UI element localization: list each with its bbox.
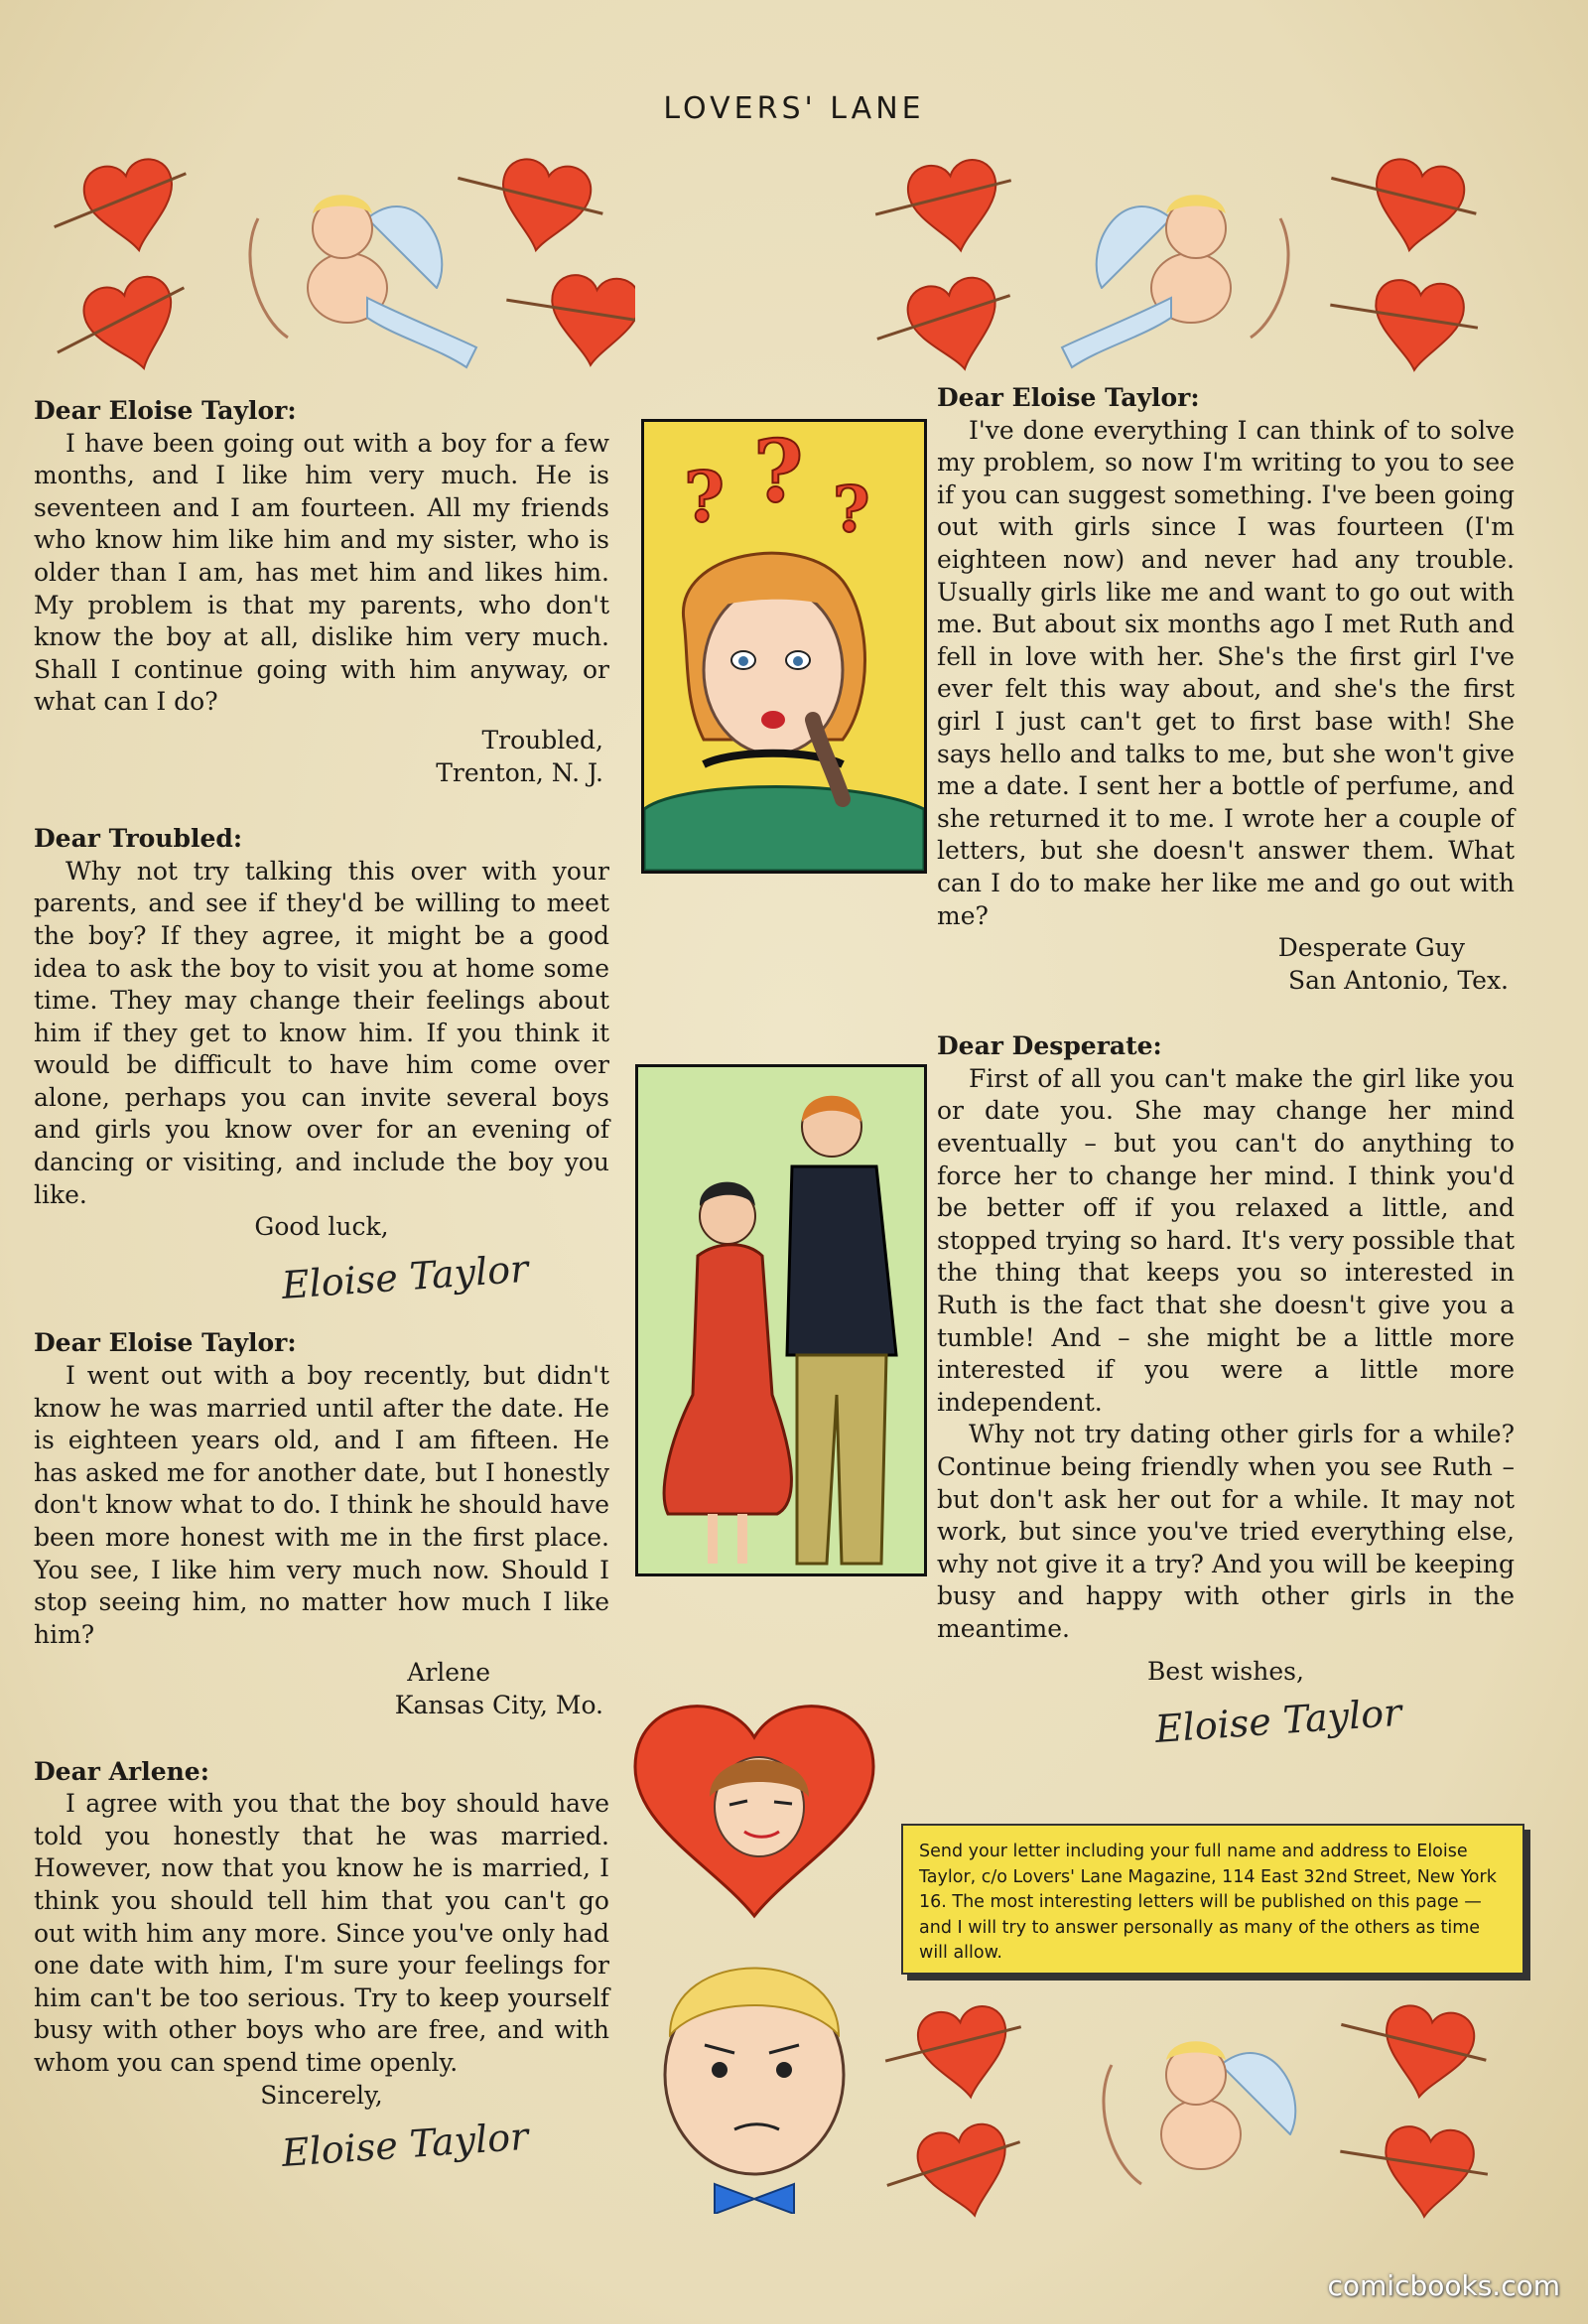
cupid-icon [250,195,476,367]
reply-closing: Sincerely, [260,2080,383,2110]
reply-salutation: Dear Desperate: [937,1031,1162,1061]
reply-body: I agree with you that the boy should have told you honestly that he was married. However, now that you know he is married, I think you should tell him that you can't go out with him any more. Since you've only had one date with him, I'm sure your feelings for him can't be too serious. Try to keep yourself busy with other boys who are free, and with whom you can spend time openly. [34,1789,609,2077]
svg-text:?: ? [684,456,726,538]
right-column [937,382,1515,1772]
handwritten-signature: Eloise Taylor [280,2114,530,2176]
question-marks-icon [684,422,870,547]
top-right-decoration [854,139,1548,377]
letter-place: San Antonio, Tex. [1288,965,1509,995]
couple-dancing [635,1064,927,1576]
heart-arrow-icon [869,155,1019,262]
letter-body: I've done everything I can think of to solve my problem, so now I'm writing to you to see if you can suggest something. I've been going out with girls since I was fourteen (I'm eighteen now) and never had any trouble. Usually girls like me and want to go out with me. But about six months ago I met Ruth and fell in love with her. She's the first girl I've ever felt this way about, and she's the first girl I just can't get to first base with! She says hello and talks to me, but she won't give me a date. I sent her a bottle of perfume, and she returned it to me. I wrote her a couple of letters, but she doesn't answer them. What can I do to make her like me and go out with me? [937,415,1515,930]
worried-boy [665,1969,844,2215]
cupid-icon [1062,195,1288,367]
top-left-decoration [40,139,635,377]
thinking-woman [641,419,927,874]
reply-closing: Best wishes, [1147,1656,1304,1686]
heart-arrow-icon [1321,148,1483,261]
letter-body: I have been going out with a boy for a few months, and I like him very much. He is seventeen and I am fourteen. All my friends who know him like him and my sister, who is older than I am, has met him and likes him. My problem is that my parents, who don't know the boy at all, dislike him very much. Shall I continue going with him anyway, or what can I do? [34,428,609,717]
reply-body-continued: Why not try dating other girls for a while? Continue being friendly when you see Ruth – but don't ask her out for a while. It may not work, but since you've tried everything else, why not give it a try? And you will be keeping busy and happy with other girls in the meantime. [937,1420,1515,1643]
heart-arrow-icon [1331,1994,1493,2108]
svg-text:?: ? [753,422,804,522]
reply-salutation: Dear Arlene: [34,1756,209,1786]
winking-girl-in-heart [635,1707,873,1916]
handwritten-signature: Eloise Taylor [1153,1690,1403,1752]
reply-body: Why not try talking this over with your parents, and see if they'd be willing to meet the boy? If they agree, it might be a good idea to ask the boy to visit you at home some time. They may change their feelings about him if they get to know him. If you think it would be difficult to have him come over alone, perhaps you can invite several boys and girls you know over for an evening of dancing or visiting, and include the boy you like. [34,856,609,1209]
heart-arrow-icon [448,148,609,261]
bottom-right-decoration [873,1985,1568,2224]
letter-place: Trenton, N. J. [436,757,603,787]
letter-signature: Troubled, [481,725,603,754]
reply-body: First of all you can't make the girl like you or date you. She may change her mind eventually – but you can't do anything to force her to change her mind. I think you'd be better off if you relaxed a little, and stopped trying so hard. It's very possible that the thing that keeps you so interested in Ruth is the fact that she doesn't give you a tumble! And – she might be a little more interested if you were a little more independent. [937,1063,1515,1417]
heart-arrow-icon [878,2117,1032,2224]
heart-arrow-icon [879,2001,1029,2109]
cupid-icon [1104,2041,1295,2184]
submission-info-box: Send your letter including your full name and address to Eloise Taylor, c/o Lovers' Lane Magazine, 114 East 32nd Street, New York 16. The most interesting letters will be published on this page — and I will try to answer personally as many of the others as time will allow. [901,1824,1524,1975]
reply-salutation: Dear Troubled: [34,824,243,854]
letter-place: Kansas City, Mo. [394,1690,603,1719]
heart-arrow-icon [46,153,198,264]
heart-arrow-icon [45,267,201,377]
heart-arrow-icon [501,269,635,370]
left-column [34,395,609,2196]
bottom-illustrations [615,1698,903,2214]
heart-arrow-icon [868,270,1022,377]
heart-arrow-icon [1325,274,1481,375]
letter-signature: Desperate Guy [1277,933,1465,963]
letter-salutation: Dear Eloise Taylor: [34,1328,297,1358]
letter-salutation: Dear Eloise Taylor: [937,383,1200,412]
letter-signature: Arlene [407,1658,490,1688]
letter-body: I went out with a boy recently, but didn't know he was married until after the date. He is eighteen years old, and I am fifteen. He has asked me for another date, but I honestly don't know what to do. I think he should have been more honest with me in the first place. You see, I like him very much now. Should I stop seeing him, no matter how much I like him? [34,1361,609,1649]
handwritten-signature: Eloise Taylor [280,1246,530,1307]
page-title: LOVERS' LANE [663,91,925,126]
heart-arrow-icon [1335,2120,1491,2222]
watermark: comicbooks.com [1327,2269,1560,2302]
letter-salutation: Dear Eloise Taylor: [34,396,297,425]
svg-text:?: ? [833,473,870,547]
reply-closing: Good luck, [254,1212,389,1242]
